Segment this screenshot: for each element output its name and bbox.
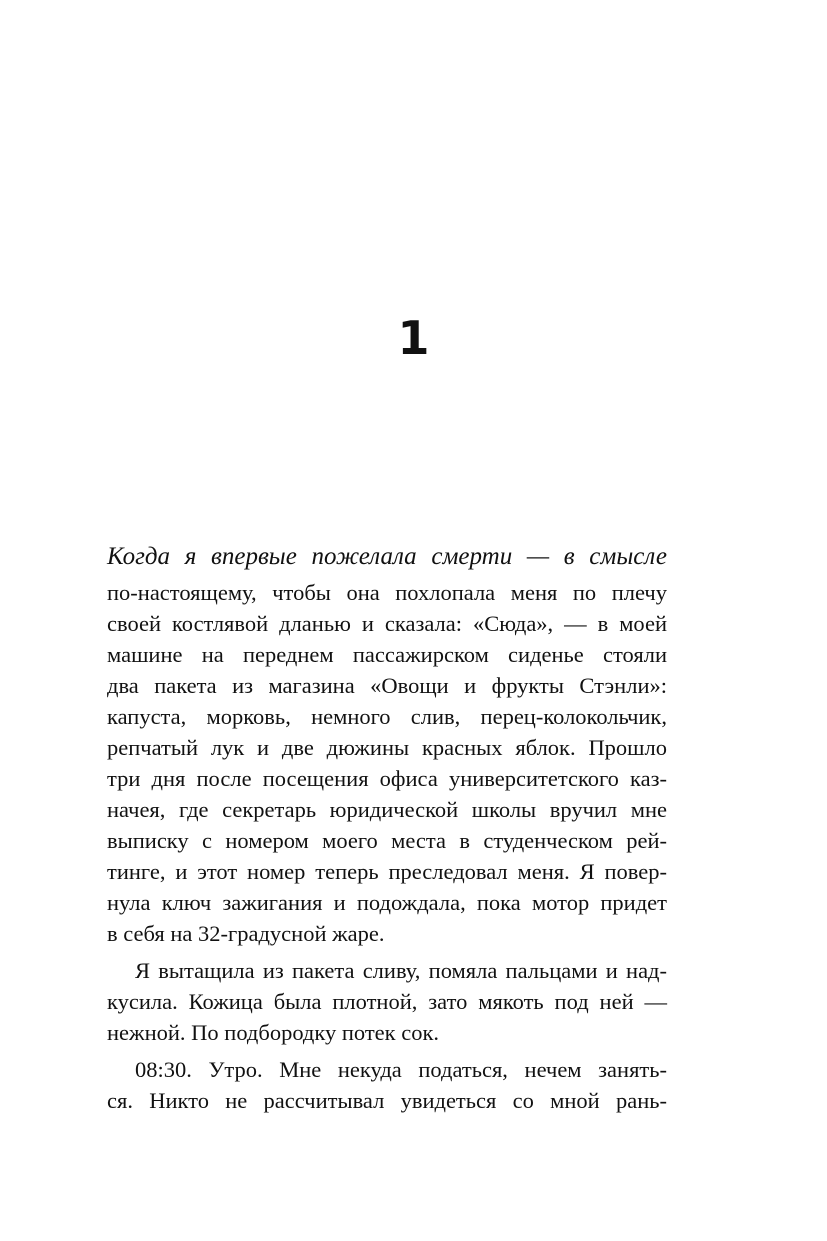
text-line: нежной. По подбородку потек сок. [107,1020,440,1045]
chapter-number: 1 [397,311,430,365]
body-text [107,537,667,1116]
text-line: своей костлявой дланью и сказала: «Сюда», — в моей [107,611,667,636]
text-line: Я вытащила из пакета сливу, помяла пальцами и над- [135,958,667,983]
text-line: по-настоящему, чтобы она похлопала меня по плечу [107,580,667,605]
text-line: машине на переднем пассажирском сиденье стояли [107,642,667,667]
text-line: 08:30. Утро. Мне некуда податься, нечем занять- [135,1057,667,1082]
text-line: капуста, морковь, немного слив, перец-колокольчик, [107,704,667,729]
text-line: кусила. Кожица была плотной, зато мякоть под ней — [107,989,667,1014]
text-line: три дня после посещения офиса университетского каз- [107,766,667,791]
text-line: Когда я впервые пожелала смерти — в смысле [107,543,667,570]
text-line: два пакета из магазина «Овощи и фрукты Стэнли»: [107,673,667,698]
text-line: тинге, и этот номер теперь преследовал меня. Я повер- [107,859,667,884]
text-line: в себя на 32-градусной жаре. [107,921,385,946]
text-line: нула ключ зажигания и подождала, пока мотор придет [107,890,667,915]
text-line: репчатый лук и две дюжины красных яблок. Прошло [107,735,667,760]
text-line: выписку с номером моего места в студенческом рей- [107,828,667,853]
paragraph-3 [107,1054,667,1116]
paragraph-2 [107,955,667,1048]
text-line: ся. Никто не рассчитывал увидеться со мной рань- [107,1088,667,1113]
text-line: начея, где секретарь юридической школы вручил мне [107,797,667,822]
paragraph-1 [107,537,667,949]
